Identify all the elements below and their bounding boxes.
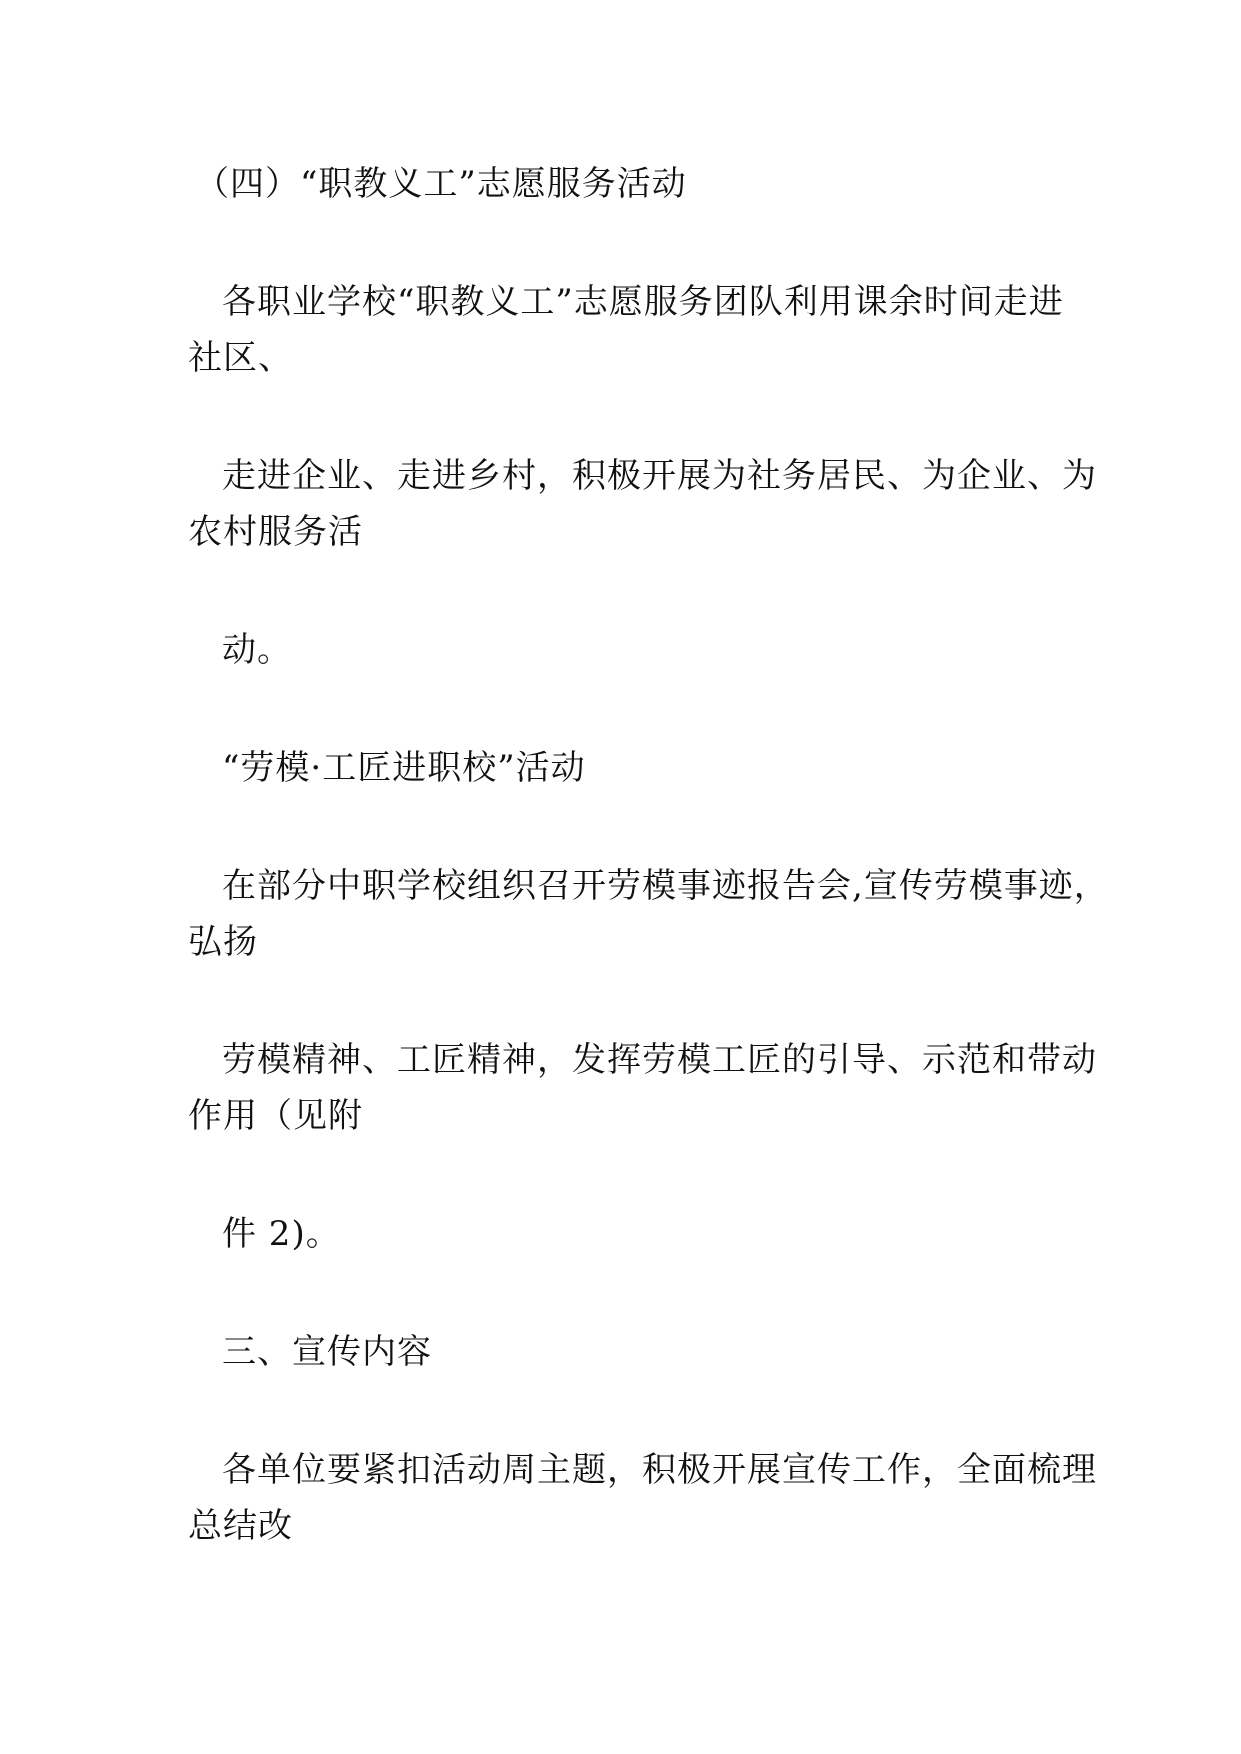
paragraph-line: 劳模精神、工匠精神，发挥劳模工匠的引导、示范和带动 [222,1040,1097,1080]
paragraph-line: 各职业学校“职教义工”志愿服务团队利用课余时间走进 [222,282,1064,322]
paragraph-line: 各单位要紧扣活动周主题，积极开展宣传工作，全面梳理 [222,1450,1097,1490]
section-heading-volunteer: （四）“职教义工”志愿服务活动 [195,164,687,204]
paragraph-line: 走进企业、走进乡村，积极开展为社务居民、为企业、为 [222,456,1097,496]
section-heading-publicity: 三、宣传内容 [222,1332,432,1372]
paragraph-line: 农村服务活 [188,512,363,552]
paragraph-line: 在部分中职学校组织召开劳模事迹报告会,宣传劳模事迹， [222,866,1109,906]
paragraph-line: 弘扬 [188,922,258,962]
paragraph-line: 件 2)。 [222,1214,341,1254]
paragraph-line: 动。 [222,630,292,670]
section-heading-labor-model: “劳模·工匠进职校”活动 [222,748,586,788]
paragraph-line: 作用（见附 [188,1096,363,1136]
paragraph-line: 社区、 [188,338,293,378]
paragraph-line: 总结改 [188,1506,293,1546]
